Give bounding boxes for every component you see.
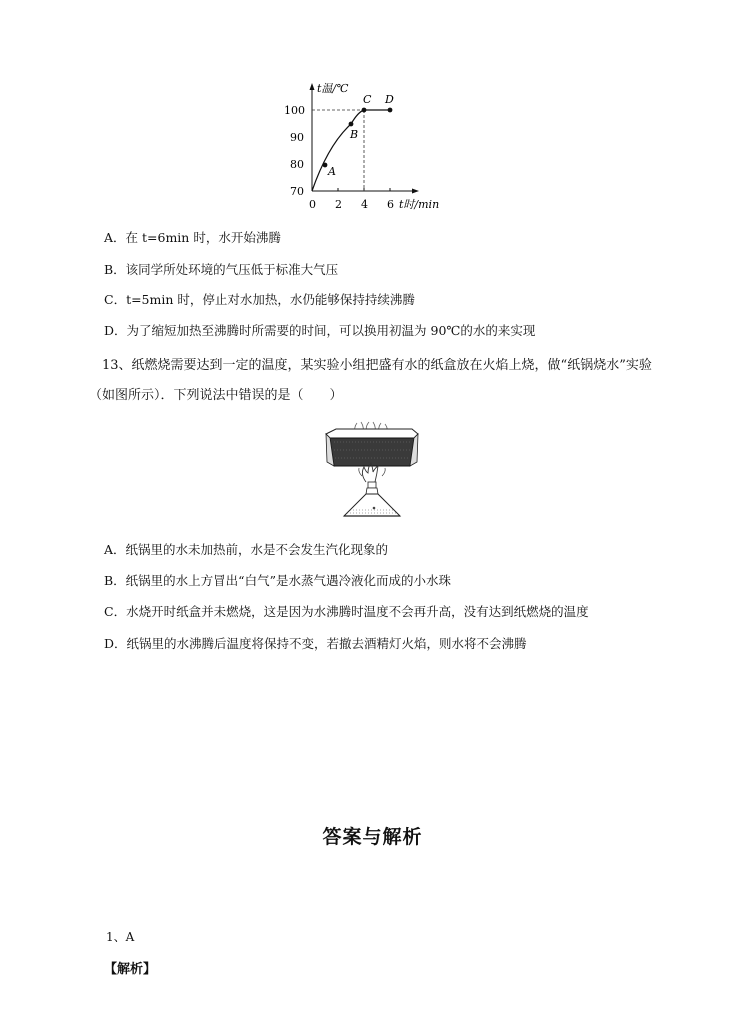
analysis-heading: 【解析】	[104, 962, 157, 977]
x-axis-arrow	[412, 189, 419, 194]
answers-section-title: 答案与解析	[322, 826, 423, 848]
point-label-c: C	[363, 93, 372, 106]
point-label-a: A	[328, 165, 336, 178]
x-tick-label: 2	[335, 198, 342, 211]
q12-option-a: A．在 t=6min 时，水开始沸腾	[104, 230, 281, 245]
q13-stem: 13、纸燃烧需要达到一定的温度，某实验小组把盛有水的纸盒放在火焰上烧，做“纸锅烧水”实验（如图所示）．下列说法中错误的是（ ）	[89, 358, 652, 403]
point-b	[349, 122, 354, 127]
x-tick-label: 0	[309, 198, 316, 211]
q13-option-a: A．纸锅里的水未加热前，水是不会发生汽化现象的	[104, 542, 389, 557]
point-a	[323, 163, 328, 168]
q13-option-c: C．水烧开时纸盒并未燃烧，这是因为水沸腾时温度不会再升高，没有达到纸燃烧的温度	[104, 604, 589, 619]
y-tick-label: 80	[290, 158, 304, 171]
point-label-b: B	[350, 128, 359, 141]
answer-item-1: 1、A	[106, 930, 135, 944]
paper-pot-apparatus-illustration	[322, 420, 422, 528]
y-tick-label: 70	[290, 185, 304, 198]
apparatus-svg	[322, 420, 422, 528]
x-axis-label: t时/min	[399, 198, 440, 211]
q12-option-b: B．该同学所处环境的气压低于标准大气压	[104, 262, 339, 277]
x-tick-label: 6	[387, 198, 394, 211]
y-tick-label: 90	[290, 131, 304, 144]
q12-option-c: C．t=5min 时，停止对水加热，水仍能够保持持续沸腾	[104, 292, 415, 307]
q13-option-b: B．纸锅里的水上方冒出“白气”是水蒸气遇冷液化而成的小水珠	[104, 573, 451, 588]
point-c	[362, 108, 367, 113]
point-label-d: D	[385, 93, 394, 106]
temperature-time-graph	[284, 80, 458, 215]
x-tick-label: 4	[361, 198, 368, 211]
y-axis-label: t温/℃	[317, 82, 349, 95]
q12-option-d: D．为了缩短加热至沸腾时所需要的时间，可以换用初温为 90℃的水的来实现	[104, 323, 536, 338]
graph-svg	[284, 80, 458, 215]
q13-option-d: D．纸锅里的水沸腾后温度将保持不变，若撤去酒精灯火焰，则水将不会沸腾	[104, 636, 527, 651]
y-axis-arrow	[310, 83, 315, 90]
point-d	[388, 108, 393, 113]
y-tick-label: 100	[284, 104, 305, 117]
